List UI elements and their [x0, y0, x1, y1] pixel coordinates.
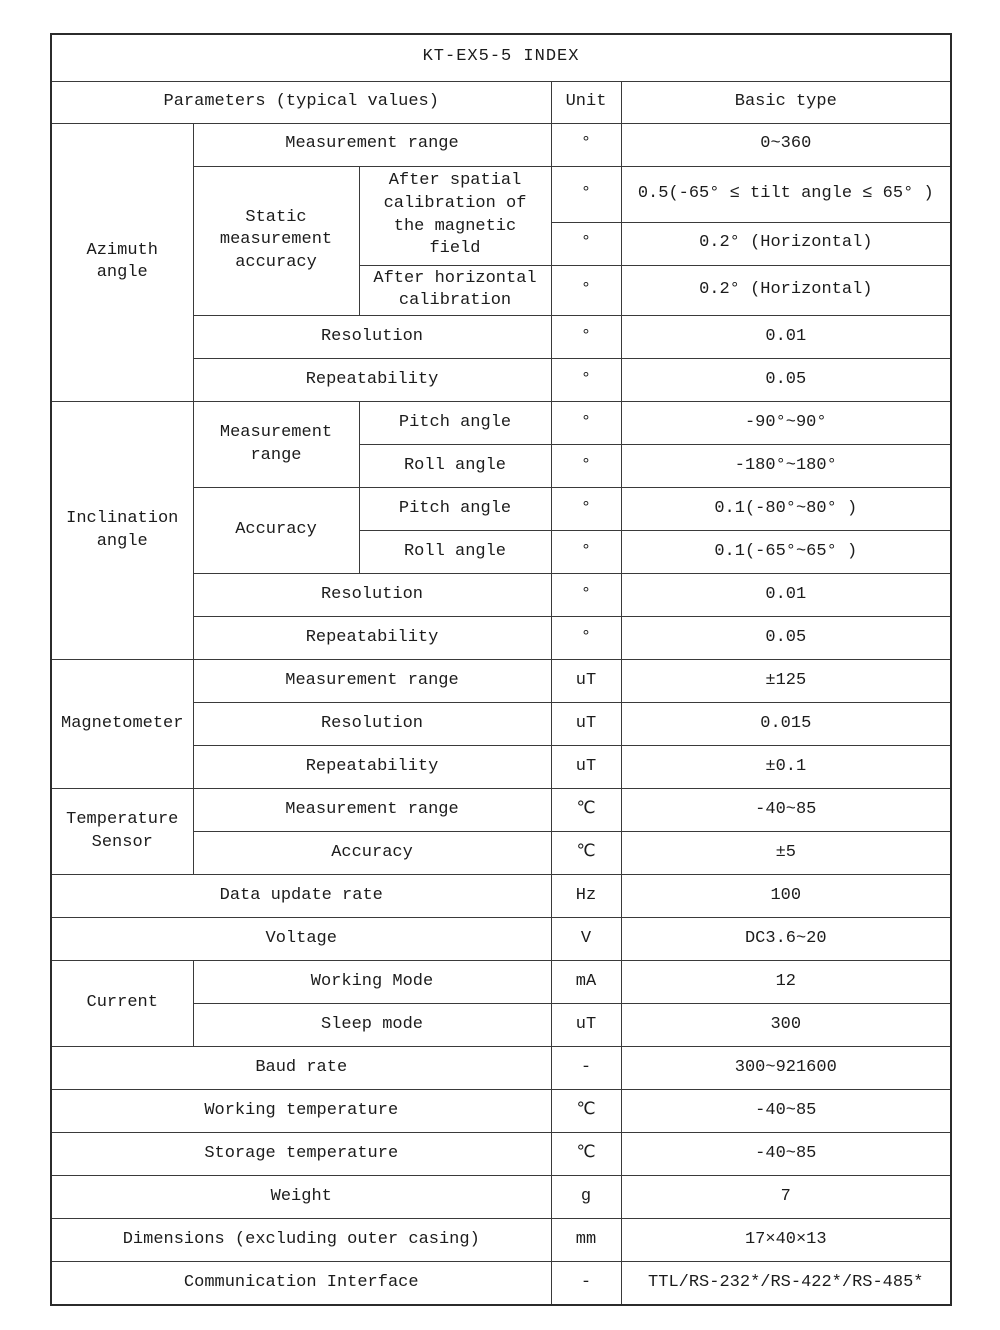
magnetometer-repeatability-unit: uT	[551, 746, 621, 789]
current-working-mode-value: 12	[621, 961, 951, 1004]
weight-label: Weight	[51, 1176, 551, 1219]
voltage-unit: V	[551, 918, 621, 961]
magnetometer-label: Magnetometer	[51, 660, 193, 789]
magnetometer-repeatability-value: ±0.1	[621, 746, 951, 789]
weight-unit: g	[551, 1176, 621, 1219]
inclination-mr-roll-label: Roll angle	[359, 445, 551, 488]
magnetometer-measurement-range-label: Measurement range	[193, 660, 551, 703]
weight-value: 7	[621, 1176, 951, 1219]
current-working-mode-unit: mA	[551, 961, 621, 1004]
temperature-accuracy-unit: ℃	[551, 832, 621, 875]
azimuth-measurement-range-unit: °	[551, 123, 621, 166]
communication-interface-value: TTL/RS-232*/RS-422*/RS-485*	[621, 1262, 951, 1305]
magnetometer-measurement-range-value: ±125	[621, 660, 951, 703]
magnetometer-resolution-unit: uT	[551, 703, 621, 746]
azimuth-spatial-row1-unit: °	[551, 166, 621, 222]
azimuth-label: Azimuth angle	[51, 123, 193, 402]
azimuth-repeatability-value: 0.05	[621, 359, 951, 402]
inclination-acc-pitch-unit: °	[551, 488, 621, 531]
dimensions-label: Dimensions (excluding outer casing)	[51, 1219, 551, 1262]
baud-rate-label: Baud rate	[51, 1047, 551, 1090]
inclination-label: Inclination angle	[51, 402, 193, 660]
azimuth-resolution-unit: °	[551, 316, 621, 359]
azimuth-static-accuracy-label: Static measurement accuracy	[193, 166, 359, 316]
temperature-accuracy-label: Accuracy	[193, 832, 551, 875]
inclination-acc-roll-value: 0.1(-65°~65° )	[621, 531, 951, 574]
data-update-rate-value: 100	[621, 875, 951, 918]
header-basic-type: Basic type	[621, 81, 951, 123]
azimuth-spatial-calibration-label: After spatial calibration of the magnetic field	[359, 166, 551, 265]
current-sleep-mode-value: 300	[621, 1004, 951, 1047]
header-parameters: Parameters (typical values)	[51, 81, 551, 123]
azimuth-spatial-row2-unit: °	[551, 222, 621, 265]
magnetometer-repeatability-label: Repeatability	[193, 746, 551, 789]
current-working-mode-label: Working Mode	[193, 961, 551, 1004]
azimuth-horizontal-calibration-label: After horizontal calibration	[359, 265, 551, 316]
azimuth-measurement-range-label: Measurement range	[193, 123, 551, 166]
temperature-measurement-range-unit: ℃	[551, 789, 621, 832]
azimuth-repeatability-label: Repeatability	[193, 359, 551, 402]
storage-temperature-value: -40~85	[621, 1133, 951, 1176]
communication-interface-label: Communication Interface	[51, 1262, 551, 1305]
table-title: KT-EX5-5 INDEX	[51, 34, 951, 81]
inclination-mr-roll-unit: °	[551, 445, 621, 488]
storage-temperature-label: Storage temperature	[51, 1133, 551, 1176]
inclination-resolution-value: 0.01	[621, 574, 951, 617]
inclination-acc-roll-unit: °	[551, 531, 621, 574]
voltage-label: Voltage	[51, 918, 551, 961]
azimuth-measurement-range-value: 0~360	[621, 123, 951, 166]
inclination-resolution-unit: °	[551, 574, 621, 617]
inclination-accuracy-label: Accuracy	[193, 488, 359, 574]
current-label: Current	[51, 961, 193, 1047]
inclination-mr-roll-value: -180°~180°	[621, 445, 951, 488]
working-temperature-label: Working temperature	[51, 1090, 551, 1133]
header-unit: Unit	[551, 81, 621, 123]
communication-interface-unit: -	[551, 1262, 621, 1305]
inclination-mr-pitch-unit: °	[551, 402, 621, 445]
dimensions-unit: mm	[551, 1219, 621, 1262]
data-update-rate-label: Data update rate	[51, 875, 551, 918]
voltage-value: DC3.6~20	[621, 918, 951, 961]
inclination-measurement-range-label: Measurement range	[193, 402, 359, 488]
inclination-acc-pitch-value: 0.1(-80°~80° )	[621, 488, 951, 531]
inclination-repeatability-label: Repeatability	[193, 617, 551, 660]
magnetometer-resolution-label: Resolution	[193, 703, 551, 746]
inclination-mr-pitch-label: Pitch angle	[359, 402, 551, 445]
spec-table	[50, 33, 952, 1306]
inclination-repeatability-value: 0.05	[621, 617, 951, 660]
inclination-resolution-label: Resolution	[193, 574, 551, 617]
inclination-mr-pitch-value: -90°~90°	[621, 402, 951, 445]
inclination-repeatability-unit: °	[551, 617, 621, 660]
azimuth-horizontal-value: 0.2° (Horizontal)	[621, 265, 951, 316]
azimuth-horizontal-unit: °	[551, 265, 621, 316]
temperature-measurement-range-label: Measurement range	[193, 789, 551, 832]
azimuth-spatial-row1-value: 0.5(-65° ≤ tilt angle ≤ 65° )	[621, 166, 951, 222]
magnetometer-resolution-value: 0.015	[621, 703, 951, 746]
inclination-acc-pitch-label: Pitch angle	[359, 488, 551, 531]
data-update-rate-unit: Hz	[551, 875, 621, 918]
working-temperature-unit: ℃	[551, 1090, 621, 1133]
working-temperature-value: -40~85	[621, 1090, 951, 1133]
current-sleep-mode-unit: uT	[551, 1004, 621, 1047]
baud-rate-unit: -	[551, 1047, 621, 1090]
temperature-measurement-range-value: -40~85	[621, 789, 951, 832]
baud-rate-value: 300~921600	[621, 1047, 951, 1090]
inclination-acc-roll-label: Roll angle	[359, 531, 551, 574]
azimuth-spatial-row2-value: 0.2° (Horizontal)	[621, 222, 951, 265]
azimuth-repeatability-unit: °	[551, 359, 621, 402]
current-sleep-mode-label: Sleep mode	[193, 1004, 551, 1047]
storage-temperature-unit: ℃	[551, 1133, 621, 1176]
magnetometer-measurement-range-unit: uT	[551, 660, 621, 703]
temperature-accuracy-value: ±5	[621, 832, 951, 875]
dimensions-value: 17×40×13	[621, 1219, 951, 1262]
azimuth-resolution-value: 0.01	[621, 316, 951, 359]
temperature-sensor-label: Temperature Sensor	[51, 789, 193, 875]
azimuth-resolution-label: Resolution	[193, 316, 551, 359]
